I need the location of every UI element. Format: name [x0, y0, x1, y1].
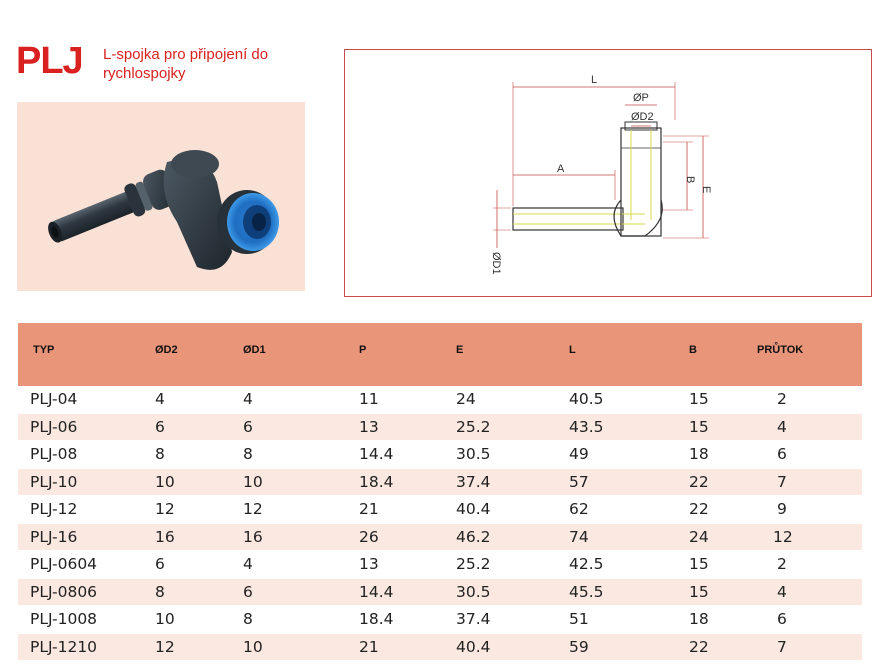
- cell-l: 43.5: [569, 413, 689, 441]
- cell-prutok: 4: [757, 578, 862, 606]
- cell-d1: 6: [243, 578, 359, 606]
- table-row: [18, 606, 862, 634]
- cell-typ: PLJ-16: [18, 523, 155, 551]
- cell-e: 46.2: [456, 523, 569, 551]
- fitting-illustration: [17, 102, 305, 291]
- cell-e: 37.4: [456, 606, 569, 634]
- cell-typ: PLJ-06: [18, 413, 155, 441]
- col-header-e: E: [456, 323, 569, 386]
- cell-l: 57: [569, 468, 689, 496]
- table-row: [18, 386, 862, 413]
- cell-prutok: 7: [757, 633, 862, 661]
- cell-l: 40.5: [569, 386, 689, 413]
- dimension-drawing: [344, 49, 872, 297]
- body-outline: [621, 128, 661, 236]
- cell-typ: PLJ-1210: [18, 633, 155, 661]
- cell-d2: 10: [155, 606, 243, 634]
- cell-b: 15: [689, 386, 757, 413]
- cell-prutok: 12: [757, 523, 862, 551]
- cell-b: 22: [689, 468, 757, 496]
- specification-table: [18, 323, 862, 661]
- cell-typ: PLJ-1008: [18, 606, 155, 634]
- cell-l: 51: [569, 606, 689, 634]
- table-row: [18, 468, 862, 496]
- cell-e: 30.5: [456, 578, 569, 606]
- cell-p: 18.4: [359, 606, 456, 634]
- col-header-typ: TYP: [18, 323, 155, 386]
- table-row: [18, 441, 862, 469]
- cell-e: 30.5: [456, 441, 569, 469]
- col-header-l: L: [569, 323, 689, 386]
- cell-d1: 8: [243, 606, 359, 634]
- cell-prutok: 2: [757, 386, 862, 413]
- cell-d2: 10: [155, 468, 243, 496]
- cell-d2: 4: [155, 386, 243, 413]
- cell-prutok: 6: [757, 441, 862, 469]
- product-code: PLJ: [16, 40, 83, 82]
- cell-d2: 6: [155, 551, 243, 579]
- dim-label-e: E: [700, 186, 712, 194]
- cell-prutok: 9: [757, 496, 862, 524]
- cell-d1: 10: [243, 468, 359, 496]
- cell-d2: 8: [155, 441, 243, 469]
- table-row: [18, 496, 862, 524]
- cell-d2: 12: [155, 633, 243, 661]
- cell-d2: 12: [155, 496, 243, 524]
- cell-typ: PLJ-08: [18, 441, 155, 469]
- cell-p: 13: [359, 551, 456, 579]
- cell-p: 21: [359, 496, 456, 524]
- cell-l: 62: [569, 496, 689, 524]
- cell-typ: PLJ-12: [18, 496, 155, 524]
- col-header-p: P: [359, 323, 456, 386]
- cell-p: 13: [359, 413, 456, 441]
- cell-typ: PLJ-0604: [18, 551, 155, 579]
- col-header-d2: ØD2: [155, 323, 243, 386]
- cell-e: 24: [456, 386, 569, 413]
- cell-p: 26: [359, 523, 456, 551]
- table-header-row: [18, 323, 862, 386]
- drawing-canvas: [345, 50, 871, 296]
- dim-label-l: L: [591, 74, 598, 86]
- cell-e: 40.4: [456, 633, 569, 661]
- dim-label-b: B: [684, 176, 696, 184]
- product-description: L-spojka pro připojení do rychlospojky: [103, 46, 269, 82]
- dim-label-a: A: [557, 163, 565, 175]
- cell-p: 14.4: [359, 578, 456, 606]
- cell-b: 15: [689, 551, 757, 579]
- cell-d1: 4: [243, 386, 359, 413]
- cell-b: 18: [689, 606, 757, 634]
- table-row: [18, 578, 862, 606]
- cell-p: 18.4: [359, 468, 456, 496]
- table-row: [18, 413, 862, 441]
- table-row: [18, 633, 862, 661]
- cell-d2: 16: [155, 523, 243, 551]
- cell-typ: PLJ-04: [18, 386, 155, 413]
- col-header-b: B: [689, 323, 757, 386]
- cell-l: 59: [569, 633, 689, 661]
- cell-e: 25.2: [456, 551, 569, 579]
- cell-p: 14.4: [359, 441, 456, 469]
- cell-p: 21: [359, 633, 456, 661]
- col-header-prutok: PRŮTOK: [757, 323, 862, 386]
- cell-b: 22: [689, 496, 757, 524]
- cell-e: 25.2: [456, 413, 569, 441]
- cell-p: 11: [359, 386, 456, 413]
- cell-d1: 8: [243, 441, 359, 469]
- cell-d1: 12: [243, 496, 359, 524]
- cell-e: 37.4: [456, 468, 569, 496]
- cell-prutok: 6: [757, 606, 862, 634]
- stem-outline: [513, 208, 623, 230]
- cell-d1: 6: [243, 413, 359, 441]
- cell-b: 18: [689, 441, 757, 469]
- cell-d1: 16: [243, 523, 359, 551]
- product-photo: [17, 102, 305, 291]
- cell-b: 15: [689, 578, 757, 606]
- cell-l: 74: [569, 523, 689, 551]
- dim-label-p: ØP: [633, 92, 649, 104]
- table-row: [18, 523, 862, 551]
- cell-d1: 4: [243, 551, 359, 579]
- cell-l: 45.5: [569, 578, 689, 606]
- cell-b: 24: [689, 523, 757, 551]
- table-row: [18, 551, 862, 579]
- cell-b: 15: [689, 413, 757, 441]
- cell-prutok: 2: [757, 551, 862, 579]
- dim-label-d1: ØD1: [490, 252, 502, 275]
- cell-prutok: 7: [757, 468, 862, 496]
- col-header-d1: ØD1: [243, 323, 359, 386]
- cell-d1: 10: [243, 633, 359, 661]
- cell-l: 42.5: [569, 551, 689, 579]
- cell-b: 22: [689, 633, 757, 661]
- cell-l: 49: [569, 441, 689, 469]
- cell-d2: 6: [155, 413, 243, 441]
- cell-typ: PLJ-0806: [18, 578, 155, 606]
- cell-e: 40.4: [456, 496, 569, 524]
- cell-prutok: 4: [757, 413, 862, 441]
- dim-label-d2: ØD2: [631, 111, 654, 123]
- cell-d2: 8: [155, 578, 243, 606]
- cell-typ: PLJ-10: [18, 468, 155, 496]
